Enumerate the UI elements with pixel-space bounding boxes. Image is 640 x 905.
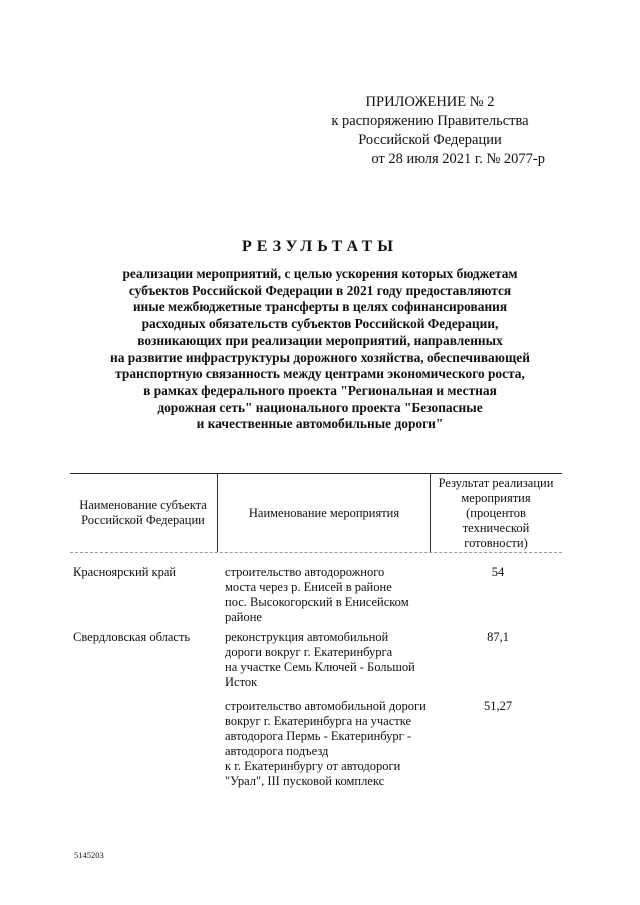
activity-line: автодорога Пермь - Екатеринбург - bbox=[225, 729, 412, 743]
header-activity-label: Наименование мероприятия bbox=[248, 505, 400, 520]
header-result bbox=[430, 474, 562, 552]
appendix-line-3: от 28 июля 2021 г. № 2077-р bbox=[371, 151, 545, 167]
row-value: 54 bbox=[491, 565, 505, 579]
document-subtitle bbox=[70, 266, 570, 433]
subtitle-line: транспортную связанность между центрами экономического роста, bbox=[115, 366, 525, 382]
row-value: 87,1 bbox=[487, 630, 509, 644]
header-activity bbox=[217, 474, 431, 552]
row-value: 51,27 bbox=[483, 699, 513, 713]
activity-line: пос. Высокогорский в Енисейском bbox=[225, 595, 409, 609]
activity-line: реконструкция автомобильной bbox=[225, 630, 389, 644]
subtitle-line: расходных обязательств субъектов Российской Федерации, bbox=[141, 316, 499, 332]
appendix-line-1: к распоряжению Правительства bbox=[331, 113, 529, 129]
header-result-line: готовности) bbox=[464, 535, 528, 550]
row-activity bbox=[225, 565, 435, 625]
subtitle-line: возникающих при реализации мероприятий, направленных bbox=[137, 332, 503, 348]
activity-line: моста через р. Енисей в районе bbox=[225, 580, 392, 594]
activity-line: дороги вокруг г. Екатеринбурга bbox=[225, 645, 393, 659]
header-subject-line: Наименование субъекта bbox=[79, 498, 207, 512]
appendix-block bbox=[315, 93, 545, 169]
table-header bbox=[70, 473, 562, 552]
header-result-line: технической bbox=[462, 520, 530, 535]
document-title: РЕЗУЛЬТАТЫ bbox=[241, 238, 399, 255]
subtitle-line: и качественные автомобильные дороги" bbox=[196, 416, 444, 432]
header-result-line: Результат реализации bbox=[438, 475, 554, 490]
activity-line: вокруг г. Екатеринбурга на участке bbox=[225, 714, 412, 728]
row-activity bbox=[225, 630, 435, 690]
subtitle-line: субъектов Российской Федерации в 2021 году предоставляются bbox=[128, 282, 512, 298]
header-result-line: (процентов bbox=[466, 505, 526, 520]
header-subject-line: Российской Федерации bbox=[81, 513, 205, 527]
subtitle-line: в рамках федерального проекта "Региональная и местная bbox=[143, 382, 497, 398]
header-result-line: мероприятия bbox=[461, 490, 531, 505]
subtitle-line: иные межбюджетные трансферты в целях софинансирования bbox=[132, 299, 508, 315]
header-subject bbox=[70, 474, 216, 552]
activity-line: к г. Екатеринбургу от автодороги bbox=[225, 759, 401, 773]
activity-line: строительство автодорожного bbox=[225, 565, 385, 579]
subtitle-line: реализации мероприятий, с целью ускорения которых бюджетам bbox=[122, 266, 518, 281]
row-subject: Свердловская область bbox=[73, 630, 191, 644]
subtitle-line: дорожная сеть" национального проекта "Безопасные bbox=[157, 399, 483, 415]
activity-line: строительство автомобильной дороги bbox=[225, 699, 426, 713]
results-table bbox=[70, 473, 562, 788]
header-divider bbox=[70, 552, 562, 553]
footer-code: 5145203 bbox=[74, 850, 104, 860]
activity-line: Исток bbox=[225, 675, 258, 689]
row-activity bbox=[225, 699, 435, 789]
row-subject: Красноярский край bbox=[73, 565, 177, 579]
activity-line: автодорога подъезд bbox=[225, 744, 329, 758]
appendix-title: ПРИЛОЖЕНИЕ № 2 bbox=[365, 94, 495, 110]
subtitle-line: на развитие инфраструктуры дорожного хозяйства, обеспечивающей bbox=[110, 349, 530, 365]
activity-line: "Урал", III пусковой комплекс bbox=[225, 774, 385, 788]
activity-line: на участке Семь Ключей - Большой bbox=[225, 660, 415, 674]
appendix-line-2: Российской Федерации bbox=[358, 132, 502, 148]
activity-line: районе bbox=[225, 610, 262, 624]
